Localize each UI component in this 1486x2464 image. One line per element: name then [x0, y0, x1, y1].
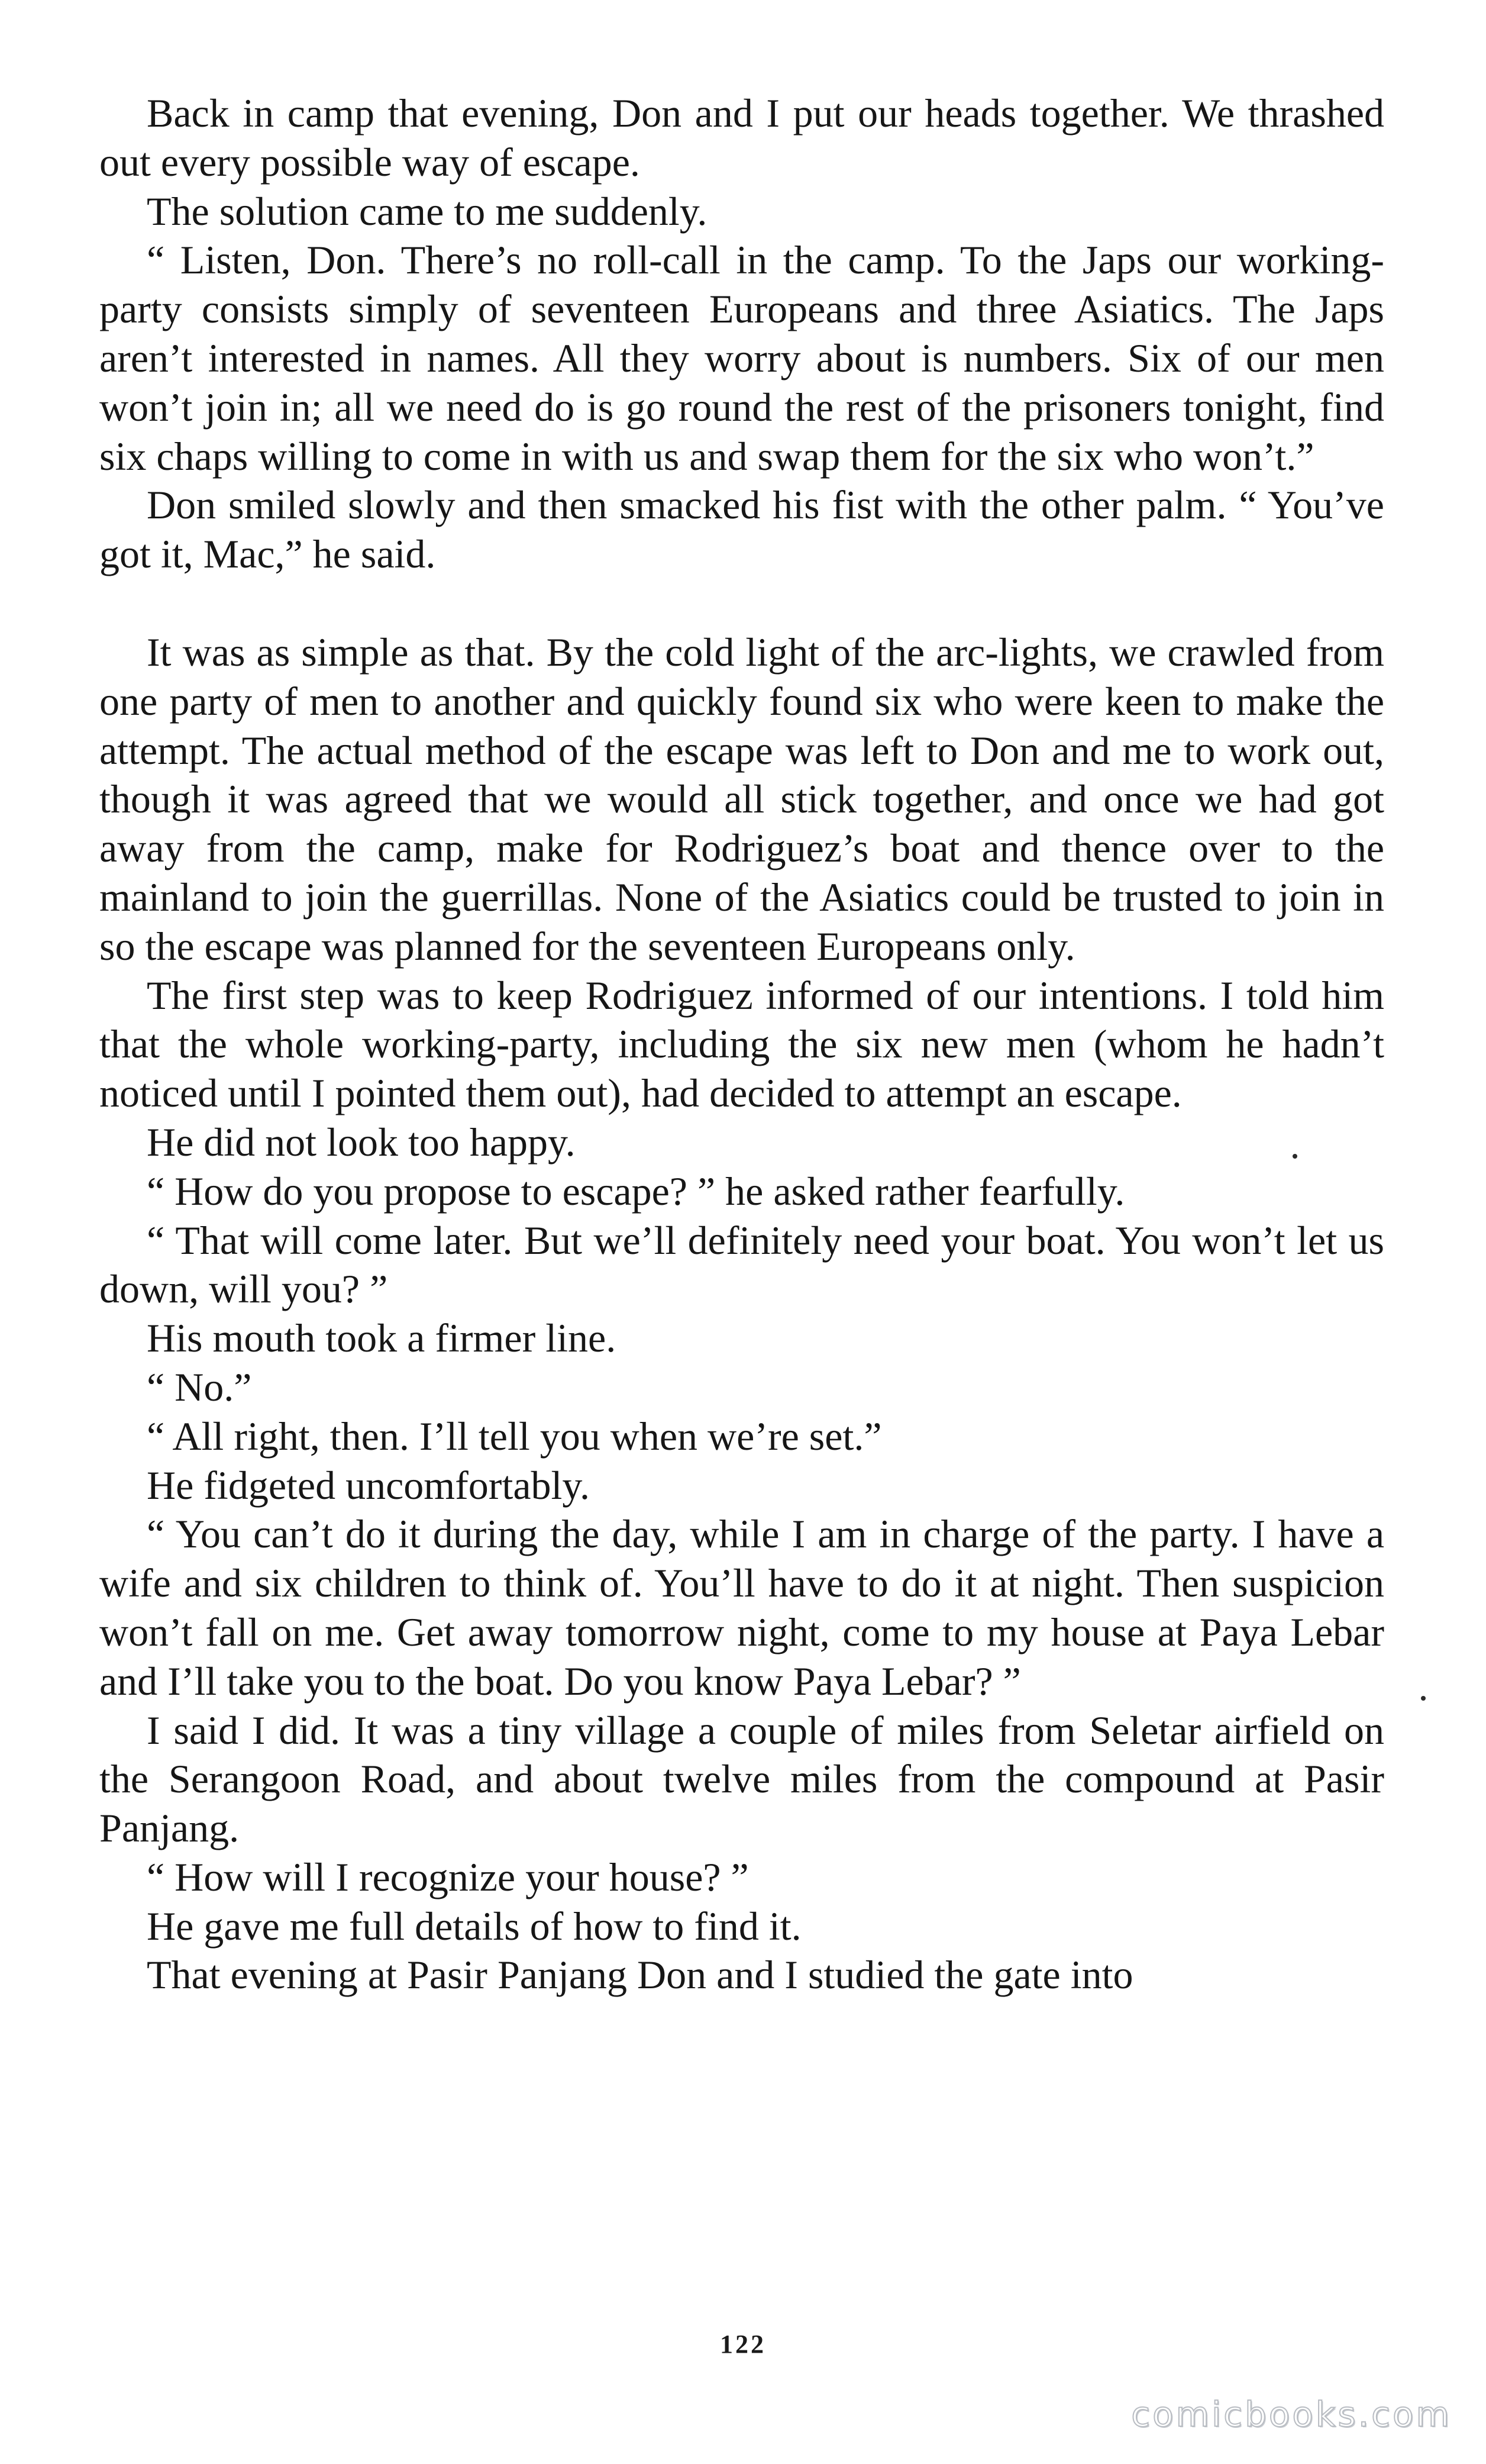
paragraph: The first step was to keep Rodriguez informed of our intentions. I told him that the whole working-party, including the six new men (whom he hadn’t noticed until I pointed them out), had decided to attempt an escape.	[99, 972, 1384, 1116]
section-break	[99, 579, 1384, 628]
watermark-logo: comicbooks.com	[1131, 2394, 1452, 2434]
paragraph: He fidgeted uncomfortably.	[147, 1462, 590, 1508]
paragraph: “ No.”	[147, 1364, 252, 1410]
paragraph: The solution came to me suddenly.	[147, 188, 708, 234]
paragraph: “ How do you propose to escape? ” he asked rather fearfully.	[147, 1168, 1125, 1214]
page-body-text	[99, 89, 1384, 1999]
paragraph: He did not look too happy.	[147, 1119, 576, 1165]
page-number: 122	[720, 2330, 766, 2359]
paragraph: It was as simple as that. By the cold light of the arc-lights, we crawled from one party of men to another and quickly found six who were keen to make the attempt. The actual method of the escape was left to Don and me to work out, though it was agreed that we would all stick together, and once we had got away from the camp, make for Rodriguez’s boat and thence over to the mainland to join the guerrillas. None of the Asiatics could be trusted to join in so the escape was planned for the seventeen Europeans only.	[99, 629, 1384, 969]
print-speck	[1421, 1696, 1426, 1701]
paragraph: “ All right, then. I’ll tell you when we’re set.”	[147, 1413, 882, 1459]
paragraph: “ You can’t do it during the day, while I am in charge of the party. I have a wife and six children to think of. You’ll have to do it at night. Then suspicion won’t fall on me. Get away tomorrow night, come to my house at Paya Lebar and I’ll take you to the boat. Do you know Paya Lebar? ”	[99, 1511, 1384, 1704]
paragraph: That evening at Pasir Panjang Don and I studied the gate into	[147, 1952, 1133, 1998]
paragraph: Back in camp that evening, Don and I put our heads together. We thrashed out every possible way of escape.	[99, 91, 1384, 185]
paragraph: He gave me full details of how to find it.	[147, 1903, 802, 1949]
paragraph: I said I did. It was a tiny village a couple of miles from Seletar airfield on the Serangoon Road, and about twelve miles from the compound at Pasir Panjang.	[99, 1707, 1384, 1851]
paragraph: His mouth took a firmer line.	[147, 1315, 616, 1361]
paragraph: “ That will come later. But we’ll definitely need your boat. You won’t let us down, will you? ”	[99, 1217, 1384, 1312]
print-speck	[1293, 1154, 1297, 1159]
paragraph: “ How will I recognize your house? ”	[147, 1854, 749, 1899]
paragraph: “ Listen, Don. There’s no roll-call in the camp. To the Japs our working-party consists simply of seventeen Europeans and three Asiatics. The Japs aren’t interested in names. All they worry about is numbers. Six of our men won’t join in; all we need do is go round the rest of the prisoners tonight, find six chaps willing to come in with us and swap them for the six who won’t.”	[99, 237, 1384, 479]
paragraph: Don smiled slowly and then smacked his fist with the other palm. “ You’ve got it, Mac,” he said.	[99, 482, 1384, 577]
